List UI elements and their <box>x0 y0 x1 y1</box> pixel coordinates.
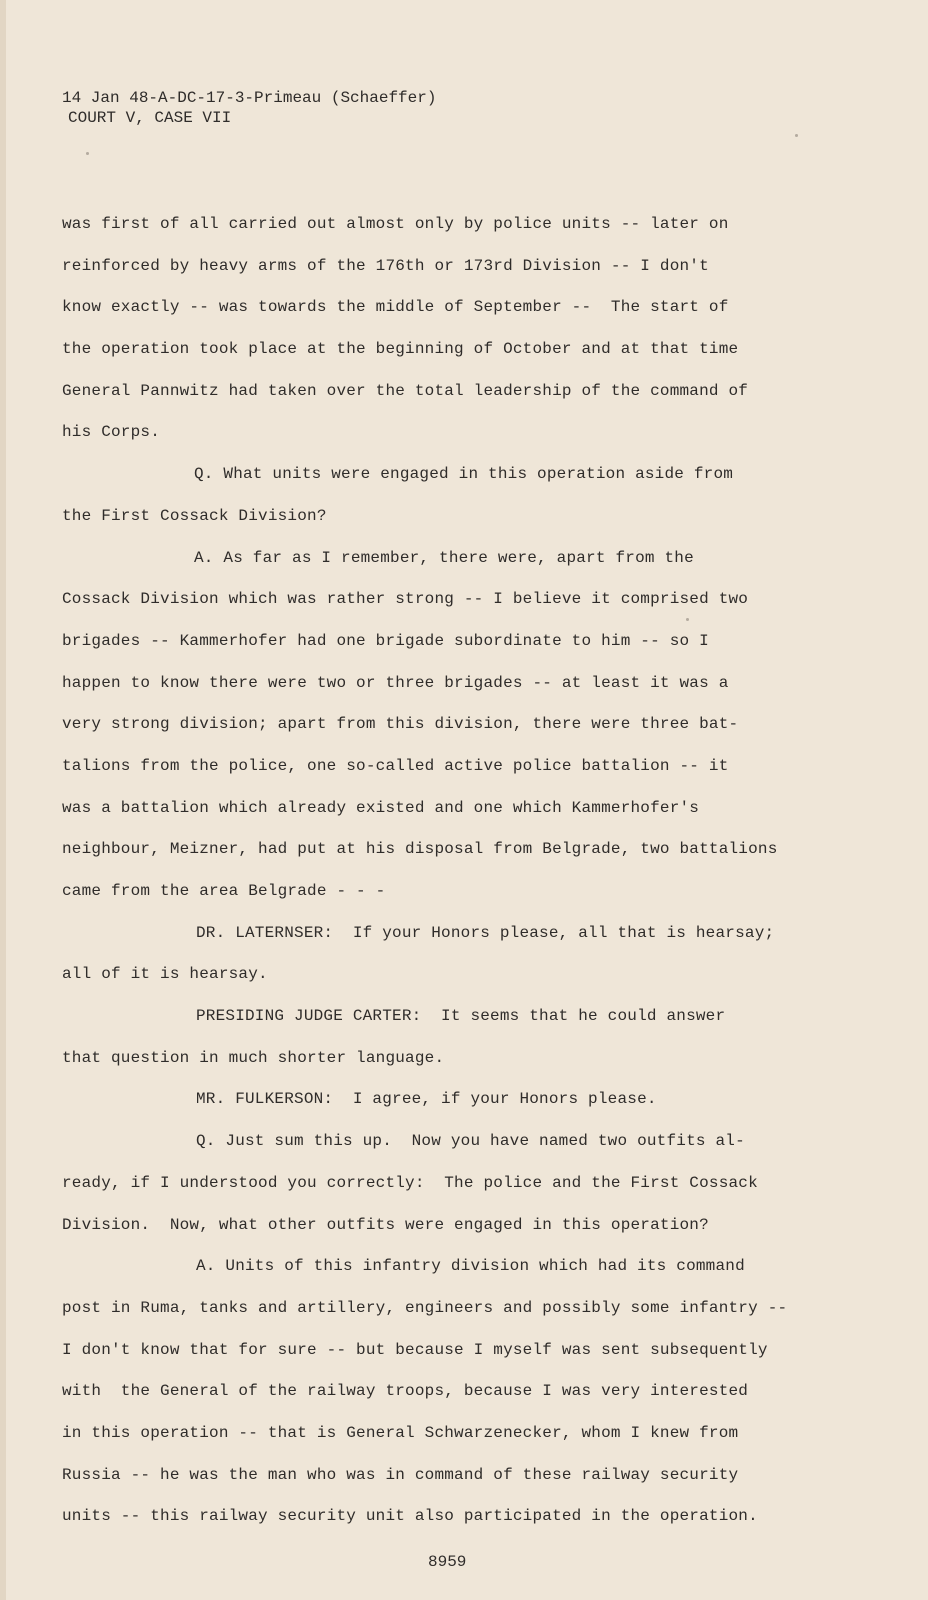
transcript-line: reinforced by heavy arms of the 176th or 173rd Division -- I don't <box>62 256 709 275</box>
page-edge <box>0 0 6 1600</box>
header-court: COURT V, CASE VII <box>68 109 232 127</box>
page-number: 8959 <box>428 1553 467 1571</box>
transcript-line: the operation took place at the beginning of October and at that time <box>62 340 739 359</box>
transcript-line: happen to know there were two or three brigades -- at least it was a <box>62 673 729 692</box>
transcript-line: talions from the police, one so-called active police battalion -- it <box>62 756 729 775</box>
transcript-line: units -- this railway security unit also participated in the operation. <box>62 1507 758 1526</box>
speaker-line: PRESIDING JUDGE CARTER: It seems that he could answer <box>196 1007 726 1026</box>
paper-speck <box>86 152 89 155</box>
question-line: Q. What units were engaged in this operation aside from <box>194 465 734 484</box>
question-line: Q. Just sum this up. Now you have named two outfits al- <box>196 1132 745 1151</box>
answer-line: A. Units of this infantry division which had its command <box>196 1257 745 1276</box>
speaker-line: MR. FULKERSON: I agree, if your Honors please. <box>196 1090 657 1109</box>
transcript-body <box>62 210 832 1544</box>
transcript-line: I don't know that for sure -- but because I myself was sent subsequently <box>62 1340 768 1359</box>
transcript-line: very strong division; apart from this division, there were three bat- <box>62 715 739 734</box>
transcript-line: Division. Now, what other outfits were engaged in this operation? <box>62 1215 709 1234</box>
transcript-line: his Corps. <box>62 423 161 442</box>
transcript-line: the First Cossack Division? <box>62 506 327 525</box>
answer-line: A. As far as I remember, there were, apart from the <box>194 548 694 567</box>
transcript-line: ready, if I understood you correctly: The police and the First Cossack <box>62 1173 758 1192</box>
speaker-line: DR. LATERNSER: If your Honors please, all that is hearsay; <box>196 923 775 942</box>
paper-speck <box>686 618 689 621</box>
header-case-reference: 14 Jan 48-A-DC-17-3-Primeau (Schaeffer) <box>62 89 437 107</box>
transcript-line: was a battalion which already existed and one which Kammerhofer's <box>62 798 700 817</box>
transcript-line: brigades -- Kammerhofer had one brigade subordinate to him -- so I <box>62 631 709 650</box>
transcript-line: that question in much shorter language. <box>62 1048 445 1067</box>
transcript-line: with the General of the railway troops, because I was very interested <box>62 1382 749 1401</box>
transcript-line: in this operation -- that is General Schwarzenecker, whom I knew from <box>62 1423 739 1442</box>
transcript-line: know exactly -- was towards the middle of September -- The start of <box>62 298 729 317</box>
transcript-line: Russia -- he was the man who was in command of these railway security <box>62 1465 739 1484</box>
document-header <box>62 88 436 128</box>
transcript-line: all of it is hearsay. <box>62 965 268 984</box>
transcript-line: post in Ruma, tanks and artillery, engineers and possibly some infantry -- <box>62 1298 788 1317</box>
transcript-line: Cossack Division which was rather strong -- I believe it comprised two <box>62 590 749 609</box>
transcript-line: General Pannwitz had taken over the total leadership of the command of <box>62 381 749 400</box>
transcript-line: neighbour, Meizner, had put at his disposal from Belgrade, two battalions <box>62 840 778 859</box>
transcript-line: was first of all carried out almost only by police units -- later on <box>62 215 729 233</box>
paper-speck <box>795 134 798 137</box>
transcript-line: came from the area Belgrade - - - <box>62 882 386 900</box>
